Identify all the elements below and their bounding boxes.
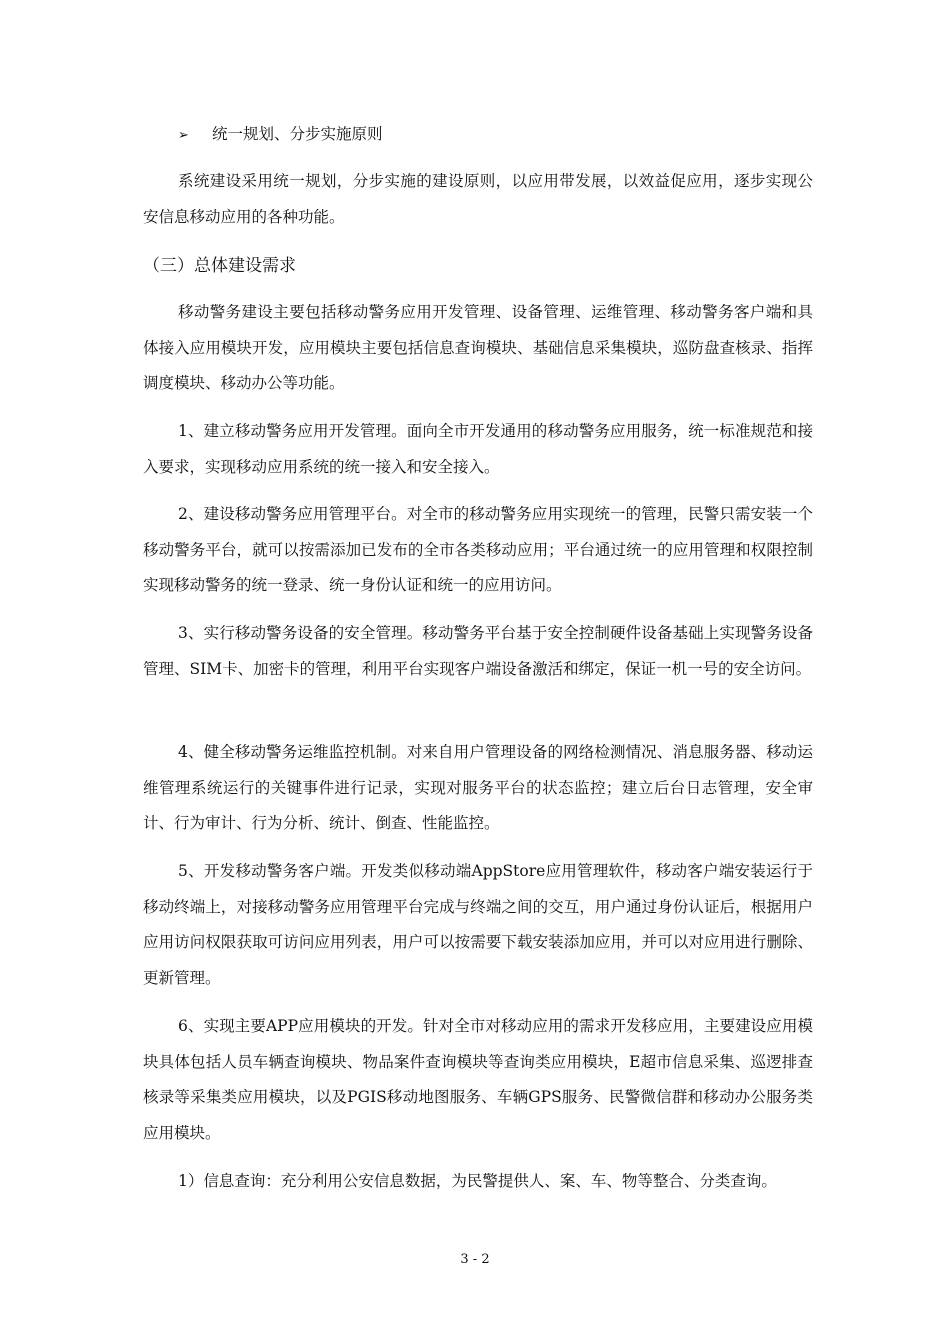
item-6-block [143,1009,813,1151]
item-2-paragraph: 2、建设移动警务应用管理平台。对全市的移动警务应用实现统一的管理，民警只需安装一个移动警务平台，就可以按需添加已发布的全市各类移动应用；平台通过统一的应用管理和权限控制实现移动警务的统一登录、统一身份认证和统一的应用访问。 [143,505,813,594]
info-query-block [143,1164,813,1200]
overview-paragraph: 移动警务建设主要包括移动警务应用开发管理、设备管理、运维管理、移动警务客户端和具体接入应用模块开发，应用模块主要包括信息查询模块、基础信息采集模块，巡防盘查核录、指挥调度模块、移动办公等功能。 [143,303,813,392]
intro-paragraph-block [143,164,813,235]
overview-paragraph-block [143,295,813,402]
item-1-block [143,414,813,485]
item-4-paragraph: 4、健全移动警务运维监控机制。对来自用户管理设备的网络检测情况、消息服务器、移动运维管理系统运行的关键事件进行记录，实现对服务平台的状态监控；建立后台日志管理，安全审计、行为审计、行为分析、统计、倒查、性能监控。 [143,743,813,832]
principle-bullet-text: 统一规划、分步实施原则 [212,125,383,143]
section-heading: （三）总体建设需求 [143,256,296,276]
item-5-block [143,854,813,996]
info-query-paragraph: 1）信息查询：充分利用公安信息数据，为民警提供人、案、车、物等整合、分类查询。 [178,1172,777,1190]
item-2-block [143,497,813,604]
page-number: 3 - 2 [460,1252,490,1267]
intro-paragraph: 系统建设采用统一规划，分步实施的建设原则，以应用带发展，以效益促应用，逐步实现公安信息移动应用的各种功能。 [143,172,813,226]
item-5-paragraph: 5、开发移动警务客户端。开发类似移动端AppStore应用管理软件，移动客户端安装运行于移动终端上，对接移动警务应用管理平台完成与终端之间的交互，用户通过身份认证后，根据用户应用访问权限获取可访问应用列表，用户可以按需要下载安装添加应用，并可以对应用进行删除、更新管理。 [143,862,813,987]
principle-bullet-item [178,122,383,148]
item-1-paragraph: 1、建立移动警务应用开发管理。面向全市开发通用的移动警务应用服务，统一标准规范和接入要求，实现移动应用系统的统一接入和安全接入。 [143,422,813,476]
arrow-bullet-icon: ➢ [178,128,189,143]
item-6-paragraph: 6、实现主要APP应用模块的开发。针对全市对移动应用的需求开发移应用，主要建设应用模块具体包括人员车辆查询模块、物品案件查询模块等查询类应用模块，E超市信息采集、巡逻排查核录等采集类应用模块，以及PGIS移动地图服务、车辆GPS服务、民警微信群和移动办公服务类应用模块。 [143,1017,813,1142]
item-3-block [143,616,813,687]
item-3-paragraph: 3、实行移动警务设备的安全管理。移动警务平台基于安全控制硬件设备基础上实现警务设备管理、SIM卡、加密卡的管理，利用平台实现客户端设备激活和绑定，保证一机一号的安全访问。 [143,624,813,678]
item-4-block [143,735,813,842]
